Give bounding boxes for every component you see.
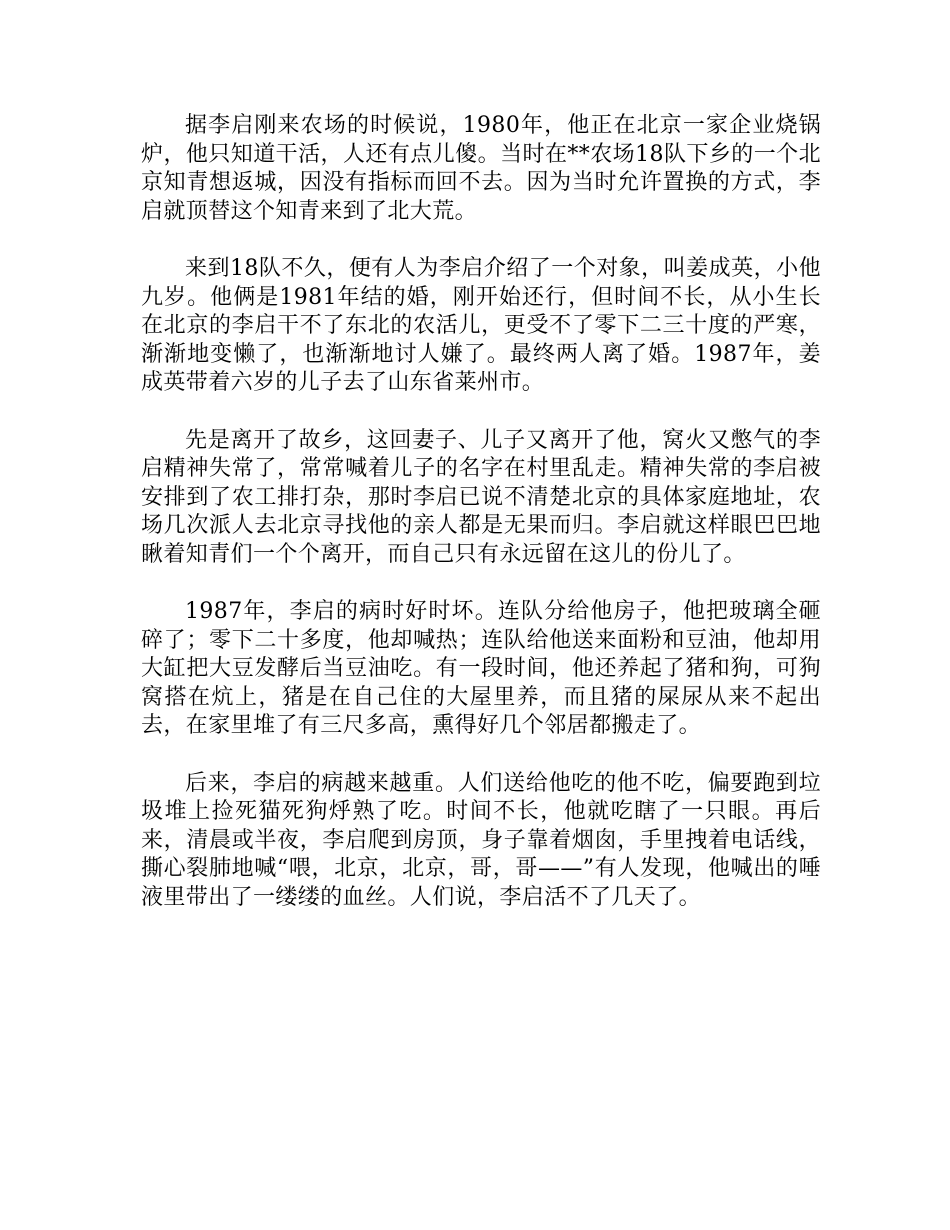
paragraph-3: 先是离开了故乡，这回妻子、儿子又离开了他，窝火又憋气的李启精神失常了，常常喊着儿子的名字在村里乱走。精神失常的李启被安排到了农工排打杂，那时李启已说不清楚北京的具体家庭地址，农场几次派人去北京寻找他的亲人都是无果而归。李启就这样眼巴巴地瞅着知青们一个个离开，而自己只有永远留在这儿的份儿了。: [141, 427, 821, 567]
paragraph-5: 后来，李启的病越来越重。人们送给他吃的他不吃，偏要跑到垃圾堆上捡死猫死狗烀熟了吃。时间不长，他就吃瞎了一只眼。再后来，清晨或半夜，李启爬到房顶，身子靠着烟囱，手里拽着电话线，撕心裂肺地喊“喂，北京，北京，哥，哥——”有人发现，他喊出的唾液里带出了一缕缕的血丝。人们说，李启活不了几天了。: [141, 770, 821, 911]
document-body: [141, 112, 821, 913]
paragraph-1: 据李启刚来农场的时候说，1980年，他正在北京一家企业烧锅炉，他只知道干活，人还有点儿傻。当时在**农场18队下乡的一个北京知青想返城，因没有指标而回不去。因为当时允许置换的方式，李启就顶替这个知青来到了北大荒。: [141, 113, 821, 224]
paragraph-2: 来到18队不久，便有人为李启介绍了一个对象，叫姜成英，小他九岁。他俩是1981年结的婚，刚开始还行，但时间不长，从小生长在北京的李启干不了东北的农活儿，更受不了零下二三十度的严寒，渐渐地变懒了，也渐渐地讨人嫌了。最终两人离了婚。1987年，姜成英带着六岁的儿子去了山东省莱州市。: [141, 255, 821, 396]
paragraph-4: 1987年，李启的病时好时坏。连队分给他房子，他把玻璃全砸碎了；零下二十多度，他却喊热；连队给他送来面粉和豆油，他却用大缸把大豆发酵后当豆油吃。有一段时间，他还养起了猪和狗，可狗窝搭在炕上，猪是在自己住的大屋里养，而且猪的屎尿从来不起出去，在家里堆了有三尺多高，熏得好几个邻居都搬走了。: [141, 599, 821, 739]
